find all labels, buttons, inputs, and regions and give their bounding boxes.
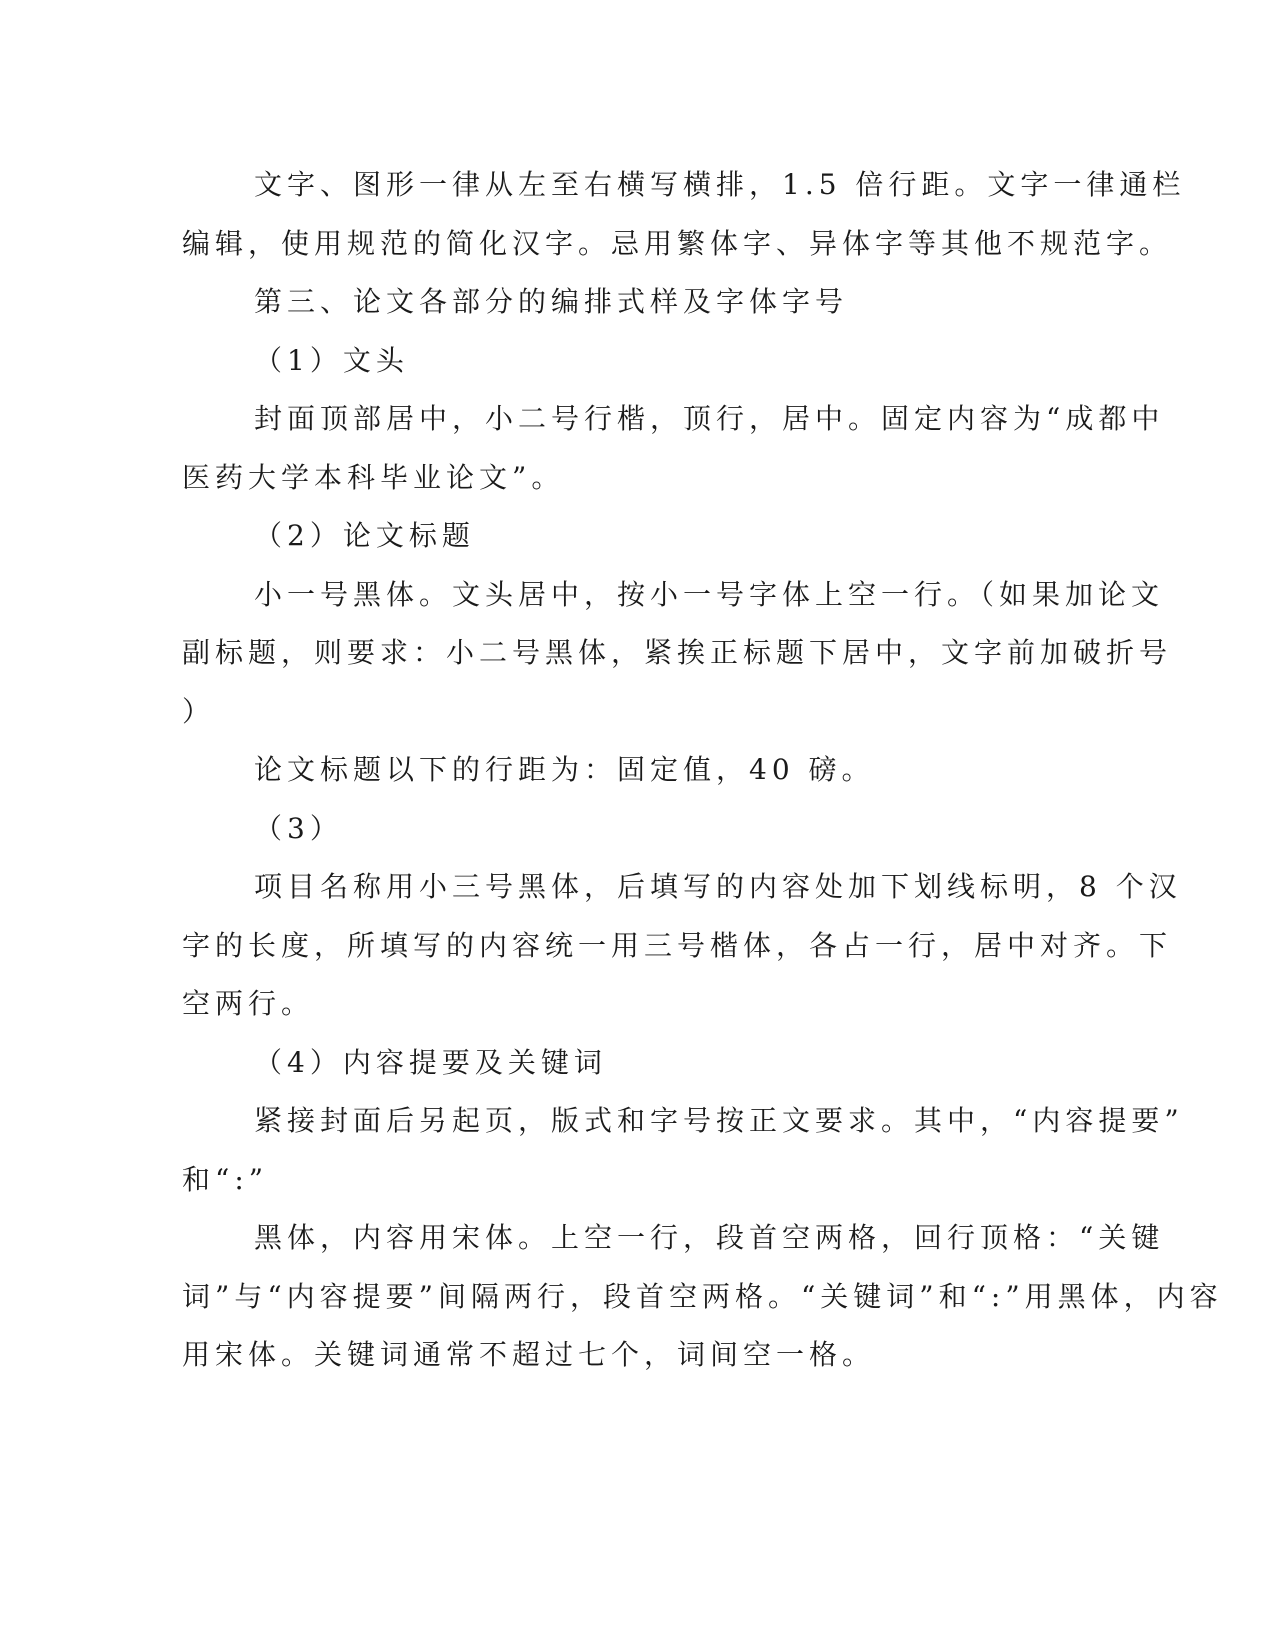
text-line: 第三、论文各部分的编排式样及字体字号 <box>254 285 849 318</box>
text-line: 医药大学本科毕业论文”。 <box>182 460 565 494</box>
text-line: （3） <box>254 811 343 845</box>
text-line: 黑体，内容用宋体。上空一行，段首空两格，回行顶格：“关键 <box>254 1221 1165 1254</box>
text-line: （2）论文标题 <box>254 519 475 552</box>
text-line: 用宋体。关键词通常不超过七个，词间空一格。 <box>182 1338 876 1371</box>
text-line: 论文标题以下的行距为：固定值，40 磅。 <box>254 753 875 786</box>
text-line: 和“:” <box>182 1162 269 1196</box>
text-line: ） <box>182 694 216 728</box>
text-line: 文字、图形一律从左至右横写横排，1.5 倍行距。文字一律通栏 <box>254 168 1186 201</box>
text-line: （1）文头 <box>254 343 409 377</box>
text-line: 紧接封面后另起页，版式和字号按正文要求。其中，“内容提要” <box>254 1104 1184 1137</box>
text-line: 副标题，则要求：小二号黑体，紧挨正标题下居中，文字前加破折号 <box>182 636 1173 669</box>
text-line: 编辑，使用规范的简化汉字。忌用繁体字、异体字等其他不规范字。 <box>182 226 1173 260</box>
text-line: 小一号黑体。文头居中，按小一号字体上空一行。（如果加论文 <box>254 577 1165 611</box>
text-line: 词”与“内容提要”间隔两行，段首空两格。“关键词”和“:”用黑体，内容 <box>182 1279 1223 1313</box>
document-body <box>182 156 1223 1385</box>
text-line: 封面顶部居中，小二号行楷，顶行，居中。固定内容为“成都中 <box>254 402 1165 435</box>
text-line: 空两行。 <box>182 987 315 1020</box>
text-line: （4）内容提要及关键词 <box>254 1045 607 1079</box>
text-line: 项目名称用小三号黑体，后填写的内容处加下划线标明，8 个汉 <box>254 870 1182 903</box>
text-line: 字的长度，所填写的内容统一用三号楷体，各占一行，居中对齐。下 <box>182 928 1173 962</box>
